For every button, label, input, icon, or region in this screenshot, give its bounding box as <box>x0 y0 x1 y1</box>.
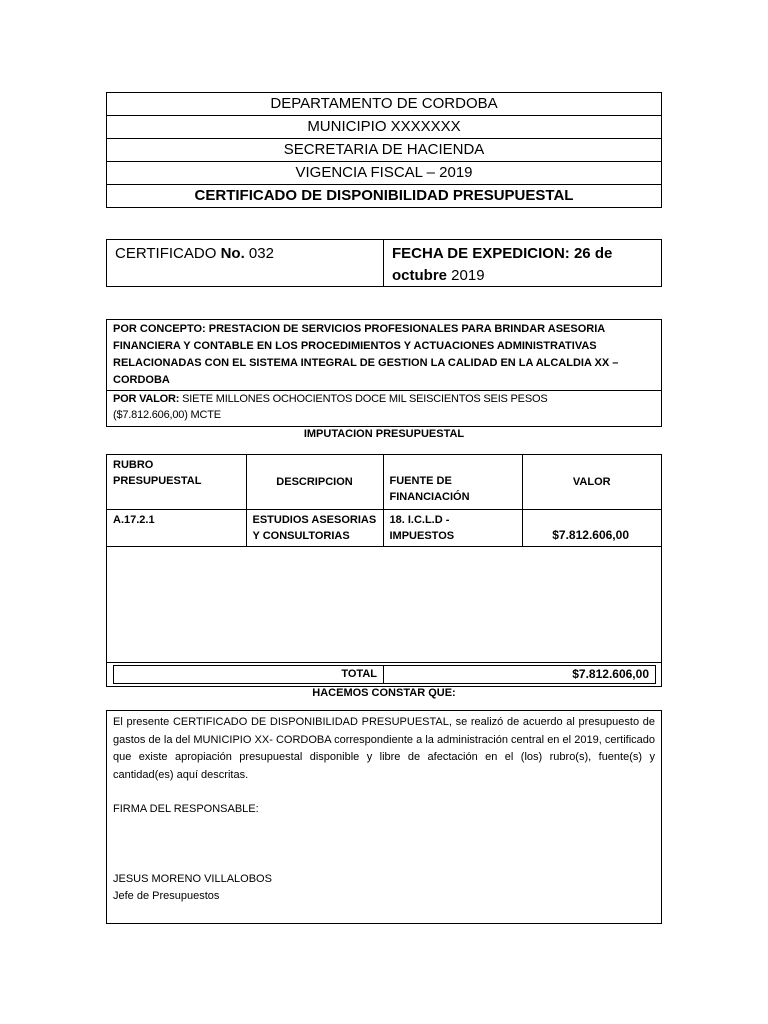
row-descripcion-line-1: ESTUDIOS ASESORIAS <box>252 513 377 526</box>
header-box <box>106 92 662 208</box>
header-fuente-line-1: FUENTE DE <box>389 475 452 487</box>
value-line-2: ($7.812.606,00) MCTE <box>113 409 221 421</box>
row-fuente-line-2: IMPUESTOS <box>389 529 455 542</box>
table-row <box>107 509 661 546</box>
value-words: SIETE MILLONES OCHOCIENTOS DOCE MIL SEISCIENTOS SEIS PESOS <box>179 393 548 405</box>
issue-date-year: 2019 <box>447 267 485 284</box>
concept-box <box>106 319 662 427</box>
certify-paragraph: El presente CERTIFICADO DE DISPONIBILIDAD PRESUPUESTAL, se realizó de acuerdo al presupuesto de gastos de la del MUNICIPIO XX- CORDOBA correspondiente a la administración central en el 2019, certificado que existe apropiación presupuestal disponible y libre de afectación en el (los) rubro(s), fuente(s) y cantidad(es) aquí descritas. <box>113 716 655 781</box>
department-line: DEPARTAMENTO DE CORDOBA <box>107 93 661 116</box>
total-label: TOTAL <box>114 666 384 683</box>
signer-name: JESUS MORENO VILLALOBOS <box>113 872 272 885</box>
header-valor <box>522 455 661 509</box>
issue-date-month: octubre <box>392 267 448 284</box>
imputation-title: IMPUTACION PRESUPUESTAL <box>303 428 465 440</box>
header-valor-text: VALOR <box>572 475 611 488</box>
imputation-table-box <box>106 454 662 687</box>
header-fuente-line-2: FINANCIACIÓN <box>389 491 470 503</box>
certificate-number <box>107 240 384 286</box>
certificate-box <box>106 239 662 287</box>
signer-title: Jefe de Presupuestos <box>113 890 220 902</box>
row-descripcion-line-2: Y CONSULTORIAS <box>252 529 350 542</box>
row-fuente-line-1: 18. I.C.L.D - <box>389 513 450 526</box>
header-rubro-line-2: PRESUPUESTAL <box>113 475 202 487</box>
secretariat-line: SECRETARIA DE HACIENDA <box>107 139 661 162</box>
header-descripcion <box>246 455 383 509</box>
header-rubro <box>107 455 246 509</box>
issue-date <box>384 240 661 286</box>
concept-label: POR CONCEPTO: <box>113 323 206 335</box>
row-rubro: A.17.2.1 <box>107 509 246 546</box>
value-section <box>107 391 661 423</box>
total-row <box>113 665 656 684</box>
header-rubro-line-1: RUBRO <box>113 459 154 471</box>
municipality-line: MUNICIPIO XXXXXXX <box>107 116 661 139</box>
header-descripcion-text: DESCRIPCION <box>276 475 353 488</box>
total-value: $7.812.606,00 <box>572 667 649 681</box>
fiscal-year-line: VIGENCIA FISCAL – 2019 <box>107 162 661 185</box>
issue-date-day: 26 de <box>569 245 613 262</box>
row-descripcion <box>246 509 383 546</box>
row-valor-text: $7.812.606,00 <box>552 527 629 542</box>
total-separator <box>107 662 661 663</box>
certificate-number-abbrev: No. <box>220 245 245 262</box>
imputation-table <box>107 455 661 547</box>
certificate-number-label: CERTIFICADO <box>115 245 221 262</box>
concept-description: PRESTACION DE SERVICIOS PROFESIONALES PARA BRINDAR ASESORIA FINANCIERA Y CONTABLE EN LOS PROCEDIMIENTOS Y ACTUACIONES ADMINISTRATIVAS RELACIONADAS CON EL SISTEMA INTEGRAL DE GESTION LA CALIDAD EN LA ALCALDIA XX – CORDOBA <box>113 323 619 386</box>
certify-box <box>106 710 662 924</box>
certify-title: HACEMOS CONSTAR QUE: <box>312 687 456 699</box>
row-fuente <box>383 509 522 546</box>
value-label: POR VALOR: <box>113 393 180 405</box>
document-title: CERTIFICADO DE DISPONIBILIDAD PRESUPUESTAL <box>194 187 574 204</box>
header-fuente <box>383 455 522 509</box>
row-valor <box>522 509 661 546</box>
issue-date-label: FECHA DE EXPEDICION: <box>392 245 570 262</box>
concept-text <box>113 321 655 389</box>
table-header-row <box>107 455 661 509</box>
concept-section <box>107 320 661 391</box>
certificate-number-value: 032 <box>244 245 274 262</box>
value-line-1 <box>113 391 655 408</box>
signature-label: FIRMA DEL RESPONSABLE: <box>113 803 259 815</box>
